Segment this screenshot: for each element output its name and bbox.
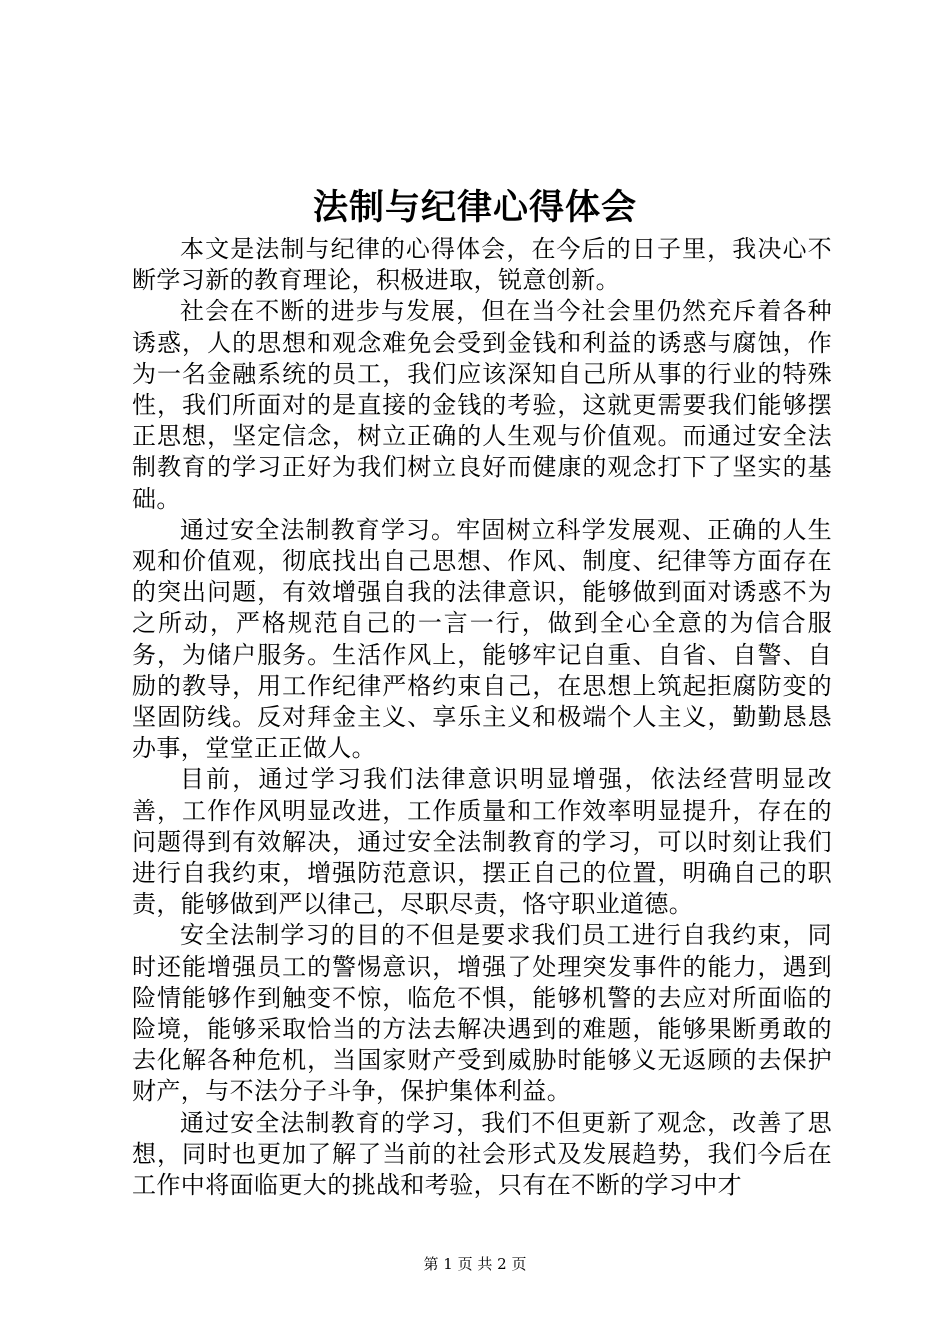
page-footer: 第 1 页 共 2 页 — [423, 1255, 527, 1273]
paragraph: 通过安全法制教育的学习，我们不但更新了观念，改善了思想，同时也更加了解了当前的社会形式及发展趋势，我们今后在工作中将面临更大的挑战和考验，只有在不断的学习中才 — [132, 1108, 832, 1200]
document-title: 法制与纪律心得体会 — [312, 187, 637, 228]
paragraph: 安全法制学习的目的不但是要求我们员工进行自我约束，同时还能增强员工的警惕意识，增强了处理突发事件的能力，遇到险情能够作到触变不惊，临危不惧，能够机警的去应对所面临的险境，能够采取恰当的方法去解决遇到的难题，能够果断勇敢的去化解各种危机，当国家财产受到威胁时能够义无返顾的去保护财产，与不法分子斗争，保护集体利益。 — [132, 921, 832, 1106]
paragraph: 社会在不断的进步与发展，但在当今社会里仍然充斥着各种诱惑，人的思想和观念难免会受到金钱和利益的诱惑与腐蚀，作为一名金融系统的员工，我们应该深知自己所从事的行业的特殊性，我们所面对的是直接的金钱的考验，这就更需要我们能够摆正思想，坚定信念，树立正确的人生观与价值观。而通过安全法制教育的学习正好为我们树立良好而健康的观念打下了坚实的基础。 — [132, 297, 832, 513]
paragraph: 本文是法制与纪律的心得体会，在今后的日子里，我决心不断学习新的教育理论，积极进取，锐意创新。 — [132, 235, 832, 295]
paragraph: 目前，通过学习我们法律意识明显增强，依法经营明显改善，工作作风明显改进，工作质量和工作效率明显提升，存在的问题得到有效解决，通过安全法制教育的学习，可以时刻让我们进行自我约束，增强防范意识，摆正自己的位置，明确自己的职责，能够做到严以律己，尽职尽责，恪守职业道德。 — [132, 765, 832, 919]
paragraph: 通过安全法制教育学习。牢固树立科学发展观、正确的人生观和价值观，彻底找出自己思想、作风、制度、纪律等方面存在的突出问题，有效增强自我的法律意识，能够做到面对诱惑不为之所动，严格规范自己的一言一行，做到全心全意的为信合服务，为储户服务。生活作风上，能够牢记自重、自省、自警、自励的教导，用工作纪律严格约束自己，在思想上筑起拒腐防变的坚固防线。反对拜金主义、享乐主义和极端个人主义，勤勤恳恳办事，堂堂正正做人。 — [132, 515, 832, 763]
document-body — [132, 234, 832, 1201]
